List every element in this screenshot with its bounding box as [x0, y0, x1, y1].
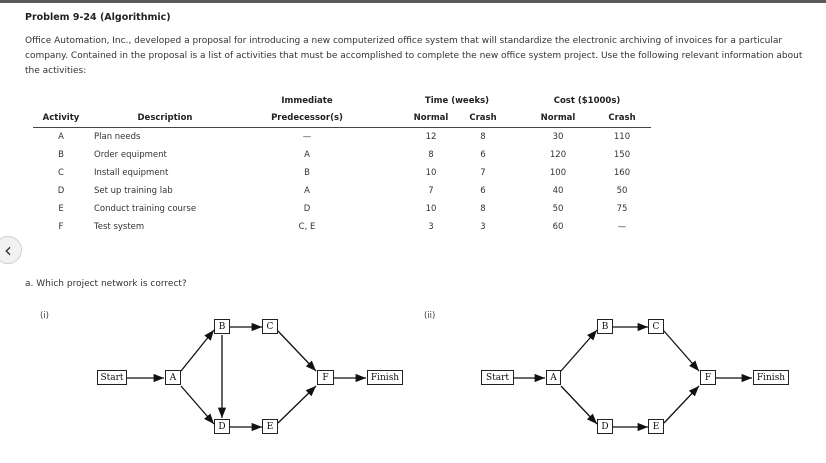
time-crash: 8	[480, 204, 486, 214]
problem-intro: Office Automation, Inc., developed a proposal for introducing a new computerized office system that will standardize the electronic archiving of invoices for a particular company. Contained in the proposal is a list of activities that must be accomplished to complete the new office system project. Use the following relevant information about the activities:	[25, 36, 803, 76]
header-predecessor: Predecessor(s)	[241, 109, 373, 128]
time-normal: 12	[425, 132, 437, 142]
cost-normal: 100	[549, 168, 567, 178]
activity-id: A	[58, 132, 64, 142]
activity-predecessor: B	[304, 168, 310, 178]
edge-e-f	[278, 386, 316, 423]
cost-crash: 160	[613, 168, 631, 178]
node-start: Start	[97, 370, 127, 385]
edge-c-f	[278, 331, 316, 371]
cost-crash: 50	[616, 186, 628, 196]
activity-predecessor: A	[304, 150, 310, 160]
activity-id: C	[58, 168, 64, 178]
time-normal: 3	[428, 222, 434, 232]
time-crash: 6	[480, 186, 486, 196]
time-normal: 10	[425, 168, 437, 178]
option-ii-label[interactable]: (ii)	[424, 311, 436, 321]
header-cost: Cost ($1000s)	[553, 96, 621, 106]
time-normal: 8	[428, 150, 434, 160]
header-activity: Activity	[33, 109, 89, 128]
header-immediate: Immediate	[281, 96, 333, 106]
node-c: C	[648, 319, 664, 334]
activity-id: E	[58, 204, 64, 214]
cost-normal: 50	[552, 204, 564, 214]
time-normal: 7	[428, 186, 434, 196]
header-time-crash: Crash	[457, 109, 509, 128]
edge-a-b	[561, 330, 597, 371]
header-cost-normal: Normal	[523, 109, 593, 128]
cost-normal: 60	[552, 222, 564, 232]
node-d: D	[597, 419, 613, 434]
cost-normal: 40	[552, 186, 564, 196]
node-b: B	[597, 319, 613, 334]
activity-predecessor: D	[303, 204, 311, 214]
header-time-normal: Normal	[405, 109, 457, 128]
edge-e-f	[664, 386, 699, 423]
cost-crash: 150	[613, 150, 631, 160]
activity-id: F	[58, 222, 64, 232]
header-cost-crash: Crash	[593, 109, 651, 128]
activity-description: Install equipment	[94, 168, 169, 178]
edge-a-b	[181, 330, 214, 371]
activity-description: Plan needs	[94, 132, 141, 142]
time-crash: 8	[480, 132, 486, 142]
activity-id: B	[58, 150, 64, 160]
cost-normal: 120	[549, 150, 567, 160]
node-b: B	[214, 319, 230, 334]
cost-normal: 30	[552, 132, 564, 142]
activity-description: Order equipment	[94, 150, 167, 160]
activity-description: Test system	[94, 222, 145, 232]
cost-crash: 110	[613, 132, 631, 142]
time-normal: 10	[425, 204, 437, 214]
question-text: a. Which project network is correct?	[25, 279, 187, 289]
node-a: A	[165, 370, 181, 385]
activity-description: Set up training lab	[94, 186, 173, 196]
node-d: D	[214, 419, 230, 434]
edge-a-d	[181, 386, 214, 424]
node-a: A	[546, 370, 561, 385]
node-finish: Finish	[367, 370, 403, 385]
header-time: Time (weeks)	[424, 96, 490, 106]
cost-crash: —	[617, 222, 627, 232]
node-start: Start	[481, 370, 514, 385]
activity-id: D	[57, 186, 65, 196]
node-f: F	[700, 370, 716, 385]
time-crash: 6	[480, 150, 486, 160]
node-f: F	[317, 370, 334, 385]
chevron-left-icon[interactable]: ‹	[0, 236, 22, 264]
node-e: E	[262, 419, 278, 434]
edge-a-d	[561, 386, 597, 424]
cost-crash: 75	[616, 204, 628, 214]
node-finish: Finish	[753, 370, 789, 385]
activity-predecessor: —	[302, 132, 312, 142]
option-i-label[interactable]: (i)	[40, 311, 49, 321]
edge-c-f	[664, 331, 699, 371]
header-description: Description	[89, 109, 241, 128]
time-crash: 7	[480, 168, 486, 178]
problem-title: Problem 9-24 (Algorithmic)	[25, 12, 171, 23]
activity-description: Conduct training course	[94, 204, 197, 214]
node-e: E	[648, 419, 664, 434]
activity-predecessor: C, E	[298, 222, 316, 232]
time-crash: 3	[480, 222, 486, 232]
activity-predecessor: A	[304, 186, 310, 196]
node-c: C	[262, 319, 278, 334]
